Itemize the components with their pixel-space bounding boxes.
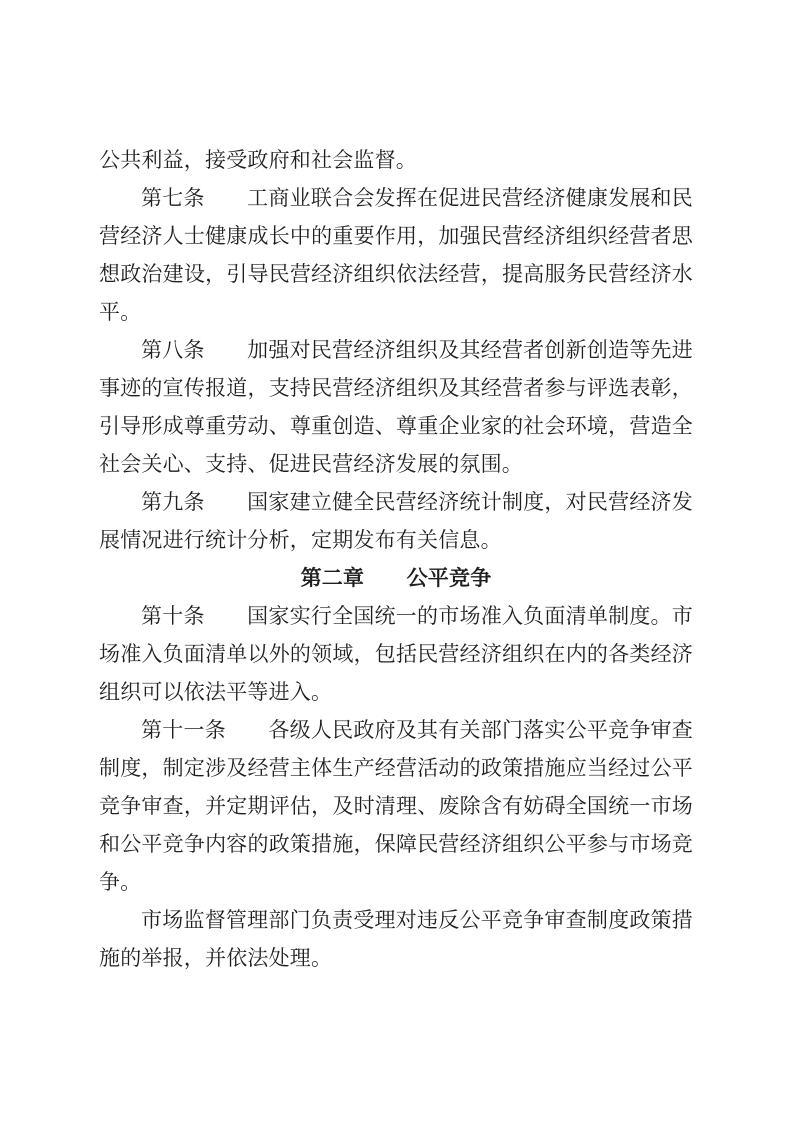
article-paragraph: 市场监督管理部门负责受理对违反公平竞争审查制度政策措施的举报，并依法处理。 xyxy=(99,908,693,970)
article-paragraph: 第九条 国家建立健全民营经济统计制度，对民营经济发展情况进行统计分析，定期发布有关信息。 xyxy=(99,490,693,552)
chapter-heading: 第二章 公平竞争 xyxy=(300,566,492,590)
article-paragraph: 第八条 加强对民营经济组织及其经营者创新创造等先进事迹的宣传报道，支持民营经济组织及其经营者参与评选表彰，引导形成尊重劳动、尊重创造、尊重企业家的社会环境，营造全社会关心、支持、促进民营经济发展的氛围。 xyxy=(99,338,693,476)
document-body xyxy=(99,141,693,977)
continuation-paragraph: 公共利益，接受政府和社会监督。 xyxy=(99,148,417,172)
article-paragraph: 第十条 国家实行全国统一的市场准入负面清单制度。市场准入负面清单以外的领域，包括民营经济组织在内的各类经济组织可以依法平等进入。 xyxy=(99,604,693,704)
article-paragraph: 第七条 工商业联合会发挥在促进民营经济健康发展和民营经济人士健康成长中的重要作用，加强民营经济组织经营者思想政治建设，引导民营经济组织依法经营，提高服务民营经济水平。 xyxy=(99,186,693,324)
article-paragraph: 第十一条 各级人民政府及其有关部门落实公平竞争审查制度，制定涉及经营主体生产经营活动的政策措施应当经过公平竞争审查，并定期评估，及时清理、废除含有妨碍全国统一市场和公平竞争内容的政策措施，保障民营经济组织公平参与市场竞争。 xyxy=(99,718,693,894)
